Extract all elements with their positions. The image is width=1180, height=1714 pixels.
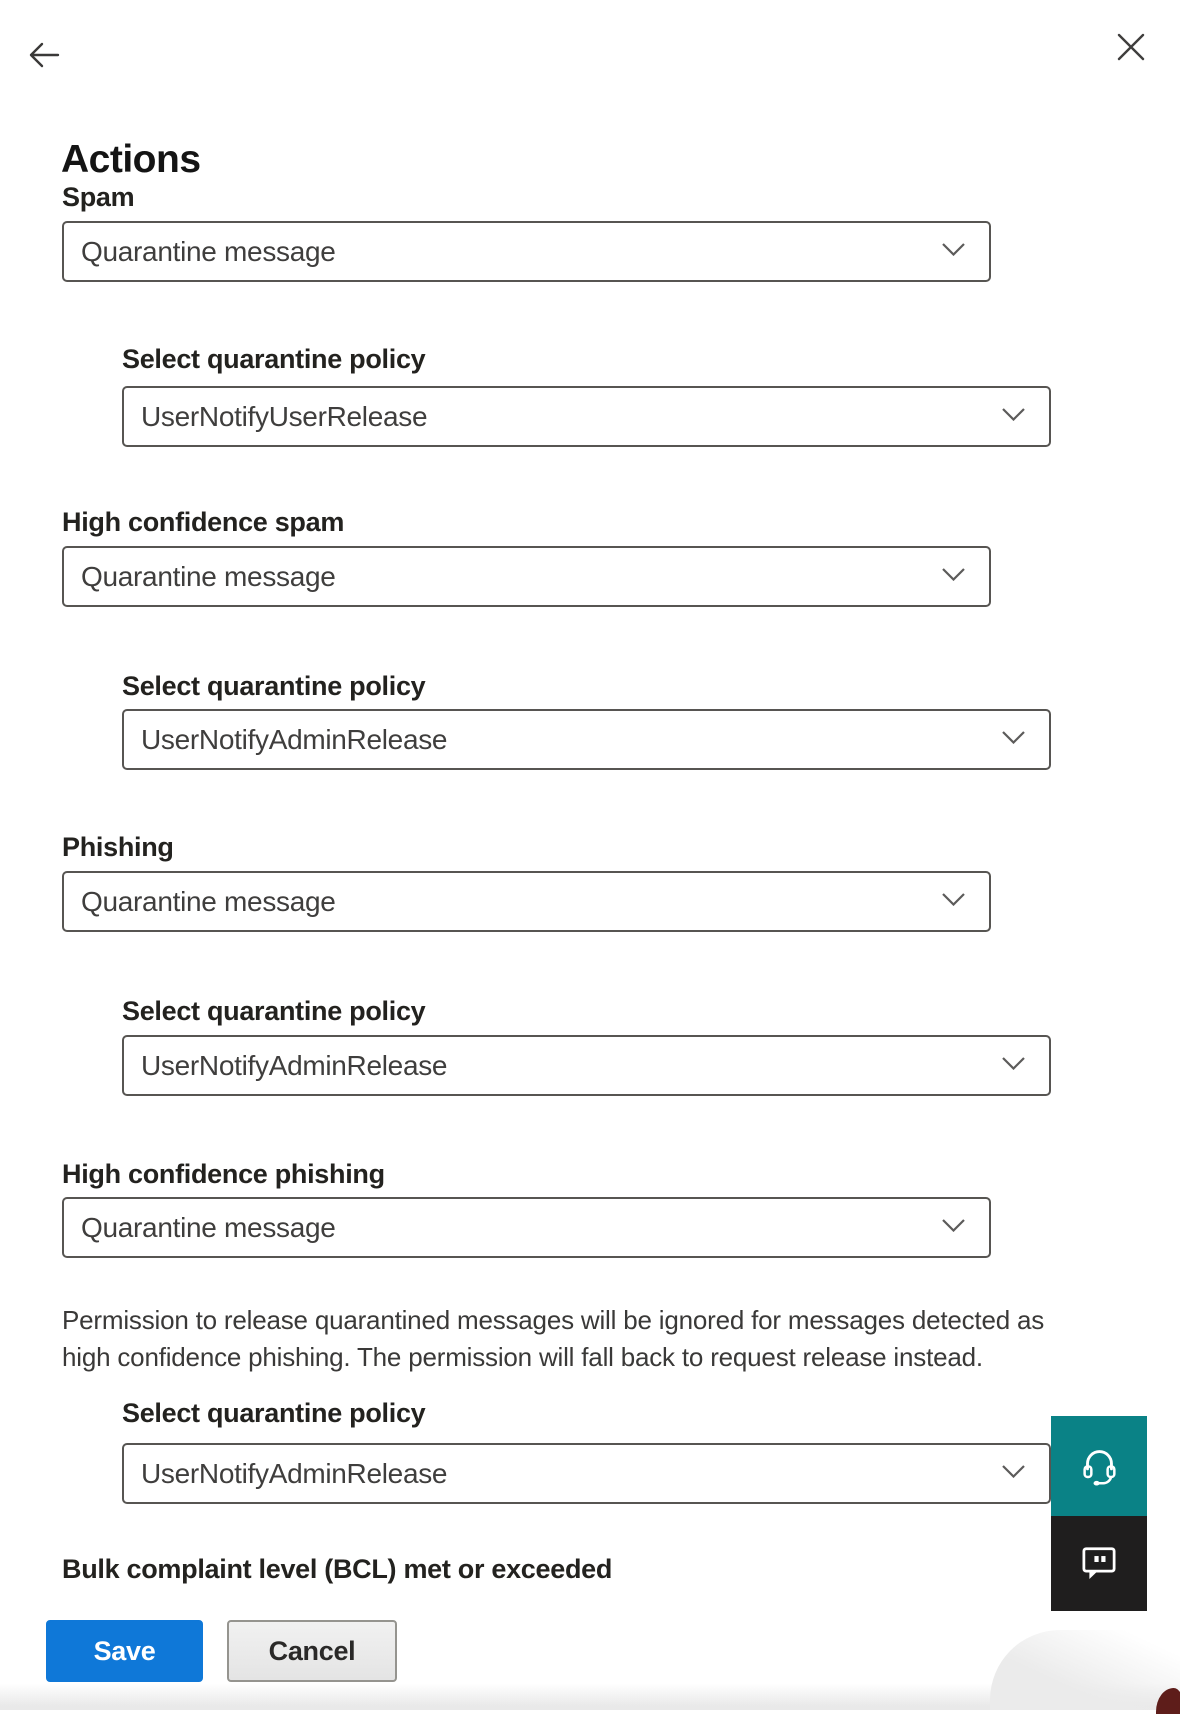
close-icon	[1116, 50, 1146, 65]
help-widget-button[interactable]	[1051, 1416, 1147, 1516]
spam-action-value: Quarantine message	[81, 235, 336, 267]
page-title: Actions	[61, 138, 201, 182]
phishing-quarantine-policy-value: UserNotifyAdminRelease	[141, 1049, 448, 1081]
high-confidence-phishing-note	[62, 1302, 1044, 1376]
high-confidence-phishing-quarantine-policy-dropdown[interactable]	[122, 1443, 1051, 1504]
high-confidence-spam-quarantine-policy-value: UserNotifyAdminRelease	[141, 723, 448, 755]
high-confidence-spam-action-dropdown[interactable]	[62, 546, 991, 607]
high-confidence-spam-quarantine-policy-dropdown[interactable]	[122, 709, 1051, 770]
close-button[interactable]	[1116, 32, 1146, 62]
high-confidence-spam-policy-label: Select quarantine policy	[122, 671, 426, 701]
high-confidence-phishing-quarantine-policy-value: UserNotifyAdminRelease	[141, 1457, 448, 1489]
chevron-down-icon	[942, 893, 965, 911]
save-button[interactable]: Save	[46, 1620, 203, 1682]
feedback-widget-button[interactable]	[1051, 1516, 1147, 1611]
high-confidence-phishing-policy-label: Select quarantine policy	[122, 1398, 426, 1428]
spam-label: Spam	[62, 182, 135, 212]
note-line-1: Permission to release quarantined messages will be ignored for messages detected as	[62, 1305, 1045, 1335]
high-confidence-spam-action-value: Quarantine message	[81, 560, 336, 592]
spam-quarantine-policy-dropdown[interactable]	[122, 386, 1051, 447]
cancel-button[interactable]: Cancel	[227, 1620, 397, 1682]
chevron-down-icon	[1002, 408, 1025, 426]
high-confidence-phishing-action-dropdown[interactable]	[62, 1197, 991, 1258]
chat-feedback-icon	[1077, 1540, 1121, 1587]
chevron-down-icon	[1002, 1057, 1025, 1075]
spam-policy-label: Select quarantine policy	[122, 344, 426, 374]
phishing-label: Phishing	[62, 832, 174, 862]
chevron-down-icon	[1002, 1465, 1025, 1483]
chevron-down-icon	[942, 243, 965, 261]
phishing-action-dropdown[interactable]	[62, 871, 991, 932]
chevron-down-icon	[942, 568, 965, 586]
phishing-policy-label: Select quarantine policy	[122, 996, 426, 1026]
note-line-2: high confidence phishing. The permission will fall back to request release instead.	[62, 1342, 983, 1372]
high-confidence-phishing-label: High confidence phishing	[62, 1159, 385, 1189]
chevron-down-icon	[942, 1219, 965, 1237]
bottom-right-gray-area	[990, 1630, 1180, 1710]
chevron-down-icon	[1002, 731, 1025, 749]
high-confidence-spam-label: High confidence spam	[62, 507, 345, 537]
arrow-left-icon	[27, 60, 61, 75]
high-confidence-phishing-action-value: Quarantine message	[81, 1211, 336, 1243]
spam-quarantine-policy-value: UserNotifyUserRelease	[141, 400, 428, 432]
headset-icon	[1076, 1442, 1122, 1491]
phishing-quarantine-policy-dropdown[interactable]	[122, 1035, 1051, 1096]
back-button[interactable]	[27, 38, 61, 72]
phishing-action-value: Quarantine message	[81, 885, 336, 917]
spam-action-dropdown[interactable]	[62, 221, 991, 282]
bulk-complaint-level-label: Bulk complaint level (BCL) met or exceeded	[62, 1554, 613, 1584]
